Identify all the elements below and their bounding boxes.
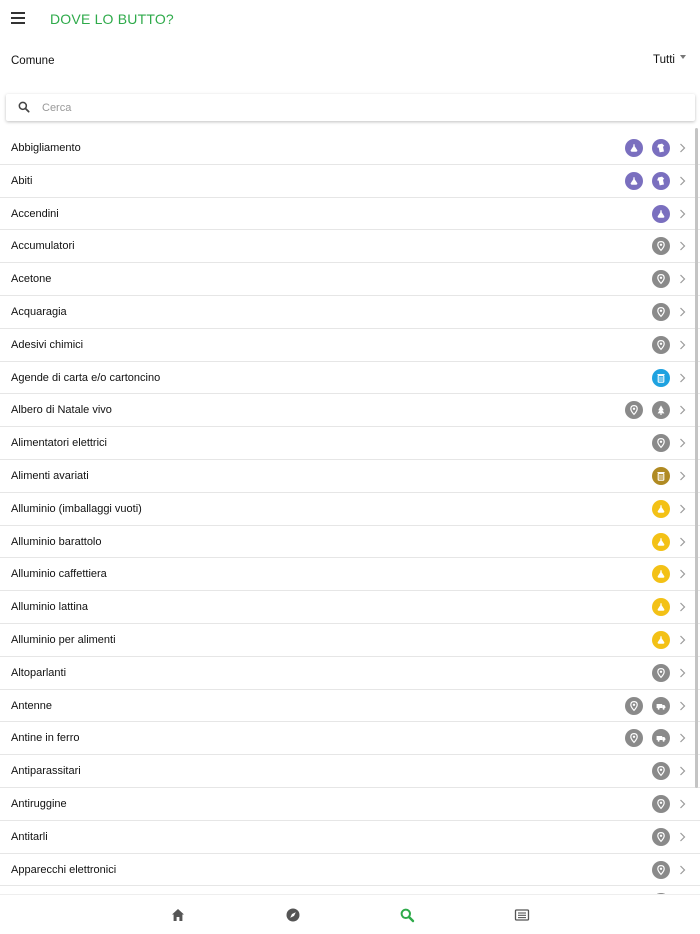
list-item-label: Altoparlanti xyxy=(11,666,67,679)
bag-icon xyxy=(625,172,643,190)
list-item[interactable] xyxy=(0,755,700,788)
list-item-label: Apparecchi elettronici xyxy=(11,863,117,876)
waste-category-icons xyxy=(652,565,670,583)
waste-category-icons xyxy=(652,598,670,616)
news-icon[interactable] xyxy=(514,907,530,923)
list-item[interactable] xyxy=(0,362,700,395)
bag-icon xyxy=(625,139,643,157)
location-pin-icon xyxy=(652,762,670,780)
app-bar xyxy=(0,0,700,40)
menu-icon[interactable] xyxy=(11,12,27,26)
list-item-label: Adesivi chimici xyxy=(11,338,84,351)
list-item-content xyxy=(11,690,700,723)
comune-dropdown[interactable] xyxy=(653,54,686,66)
chevron-right-icon xyxy=(679,405,686,415)
waste-category-icons xyxy=(625,139,670,157)
list-item-label: Accendini xyxy=(11,207,59,220)
list-item[interactable] xyxy=(0,394,700,427)
list-item-content xyxy=(11,198,700,231)
waste-category-icons xyxy=(652,762,670,780)
chevron-right-icon xyxy=(679,143,686,153)
list-item-label: Antiparassitari xyxy=(11,765,81,778)
list-item[interactable] xyxy=(0,493,700,526)
chevron-right-icon xyxy=(679,733,686,743)
chevron-right-icon xyxy=(679,602,686,612)
bag-icon xyxy=(652,500,670,518)
list-item-content xyxy=(11,591,700,624)
dropdown-caret-icon xyxy=(680,55,686,59)
waste-category-icons xyxy=(625,172,670,190)
list-item-label: Alluminio (imballaggi vuoti) xyxy=(11,502,142,515)
list-item-content xyxy=(11,657,700,690)
bag-icon xyxy=(652,631,670,649)
comune-filter-row xyxy=(0,46,700,78)
chevron-right-icon xyxy=(679,176,686,186)
waste-category-icons xyxy=(652,533,670,551)
waste-category-icons xyxy=(652,664,670,682)
truck-icon xyxy=(652,697,670,715)
list-item[interactable] xyxy=(0,821,700,854)
list-item-content xyxy=(11,230,700,263)
list-item-content xyxy=(11,526,700,559)
list-item[interactable] xyxy=(0,690,700,723)
location-pin-icon xyxy=(625,697,643,715)
waste-category-icons xyxy=(652,631,670,649)
location-pin-icon xyxy=(652,237,670,255)
waste-category-icons xyxy=(625,729,670,747)
comune-label: Comune xyxy=(11,55,55,67)
location-pin-icon xyxy=(652,336,670,354)
chevron-right-icon xyxy=(679,209,686,219)
waste-category-icons xyxy=(652,795,670,813)
list-item-label: Accumulatori xyxy=(11,240,75,253)
list-item-label: Abbigliamento xyxy=(11,142,81,154)
list-item-content xyxy=(11,296,700,329)
chevron-right-icon xyxy=(679,373,686,383)
list-item[interactable] xyxy=(0,427,700,460)
truck-icon xyxy=(652,729,670,747)
search-input[interactable] xyxy=(42,98,682,118)
list-item-content xyxy=(11,132,700,165)
list-item-label: Alluminio barattolo xyxy=(11,535,102,548)
chevron-right-icon xyxy=(679,504,686,514)
waste-category-icons xyxy=(652,861,670,879)
list-item-label: Alluminio caffettiera xyxy=(11,568,107,581)
location-pin-icon xyxy=(652,434,670,452)
compass-icon[interactable] xyxy=(285,907,301,923)
chevron-right-icon xyxy=(679,766,686,776)
list-item[interactable] xyxy=(0,591,700,624)
location-pin-icon xyxy=(625,401,643,419)
list-item-label: Alimenti avariati xyxy=(11,469,89,482)
list-item-label: Alluminio lattina xyxy=(11,601,89,614)
list-item[interactable] xyxy=(0,624,700,657)
waste-category-icons xyxy=(625,401,670,419)
app-title: DOVE LO BUTTO? xyxy=(50,11,174,27)
list-item-label: Alluminio per alimenti xyxy=(11,633,116,646)
list-item[interactable] xyxy=(0,657,700,690)
location-pin-icon xyxy=(652,303,670,321)
chevron-right-icon xyxy=(679,832,686,842)
location-pin-icon xyxy=(652,828,670,846)
list-item-content xyxy=(11,362,700,395)
list-item-content xyxy=(11,394,700,427)
list-item[interactable] xyxy=(0,132,700,165)
list-item-content xyxy=(11,821,700,854)
list-item[interactable] xyxy=(0,198,700,231)
waste-category-icons xyxy=(652,369,670,387)
waste-category-icons xyxy=(625,697,670,715)
chevron-right-icon xyxy=(679,701,686,711)
location-pin-icon xyxy=(652,270,670,288)
waste-category-icons xyxy=(652,434,670,452)
list-item-content xyxy=(11,558,700,591)
waste-item-list xyxy=(0,132,700,894)
list-item-content xyxy=(11,165,700,198)
waste-category-icons xyxy=(652,303,670,321)
list-item-label: Antine in ferro xyxy=(11,732,80,745)
chevron-right-icon xyxy=(679,471,686,481)
list-item-label: Abiti xyxy=(11,174,33,187)
list-item[interactable] xyxy=(0,460,700,493)
trash-bin-icon xyxy=(652,369,670,387)
comune-selected-value: Tutti xyxy=(653,54,675,66)
list-item[interactable] xyxy=(0,263,700,296)
clothes-icon xyxy=(652,139,670,157)
list-item[interactable] xyxy=(0,230,700,263)
list-item-content xyxy=(11,788,700,821)
search-icon xyxy=(17,100,31,114)
chevron-right-icon xyxy=(679,438,686,448)
location-pin-icon xyxy=(625,729,643,747)
chevron-right-icon xyxy=(679,241,686,251)
waste-category-icons xyxy=(652,205,670,223)
list-item-content xyxy=(11,427,700,460)
waste-category-icons xyxy=(652,828,670,846)
list-item[interactable] xyxy=(0,854,700,887)
list-item-content xyxy=(11,854,700,887)
list-item[interactable] xyxy=(0,329,700,362)
search-icon[interactable] xyxy=(399,907,415,923)
home-icon[interactable] xyxy=(170,907,186,923)
bag-icon xyxy=(652,205,670,223)
chevron-right-icon xyxy=(679,307,686,317)
chevron-right-icon xyxy=(679,668,686,678)
waste-category-icons xyxy=(652,336,670,354)
chevron-right-icon xyxy=(679,635,686,645)
list-item[interactable] xyxy=(0,296,700,329)
list-item[interactable] xyxy=(0,788,700,821)
list-item-label: Antenne xyxy=(11,699,52,712)
scrollbar[interactable] xyxy=(695,128,698,788)
bag-icon xyxy=(652,598,670,616)
trash-bin-icon xyxy=(652,467,670,485)
location-pin-icon xyxy=(652,795,670,813)
list-item[interactable] xyxy=(0,722,700,755)
location-pin-icon xyxy=(652,664,670,682)
list-item-label: Antitarli xyxy=(11,830,48,843)
list-item-content xyxy=(11,329,700,362)
chevron-right-icon xyxy=(679,340,686,350)
waste-category-icons xyxy=(652,270,670,288)
waste-category-icons xyxy=(652,500,670,518)
list-item-content xyxy=(11,460,700,493)
location-pin-icon xyxy=(652,861,670,879)
list-item[interactable] xyxy=(0,526,700,559)
list-item[interactable] xyxy=(0,886,700,894)
list-item-label: Alimentatori elettrici xyxy=(11,437,107,450)
bag-icon xyxy=(652,533,670,551)
list-item-label: Acquaragia xyxy=(11,305,67,318)
list-item[interactable] xyxy=(0,165,700,198)
list-item-label: Agende di carta e/o cartoncino xyxy=(11,371,161,384)
waste-category-icons xyxy=(652,467,670,485)
list-item-label: Albero di Natale vivo xyxy=(11,404,112,417)
chevron-right-icon xyxy=(679,865,686,875)
bottom-navigation xyxy=(0,894,700,934)
clothes-icon xyxy=(652,172,670,190)
list-item[interactable] xyxy=(0,558,700,591)
list-item-content xyxy=(11,722,700,755)
chevron-right-icon xyxy=(679,569,686,579)
list-item-content xyxy=(11,755,700,788)
chevron-right-icon xyxy=(679,537,686,547)
tree-icon xyxy=(652,401,670,419)
list-item-content xyxy=(11,493,700,526)
waste-category-icons xyxy=(652,237,670,255)
bag-icon xyxy=(652,565,670,583)
list-item-content xyxy=(11,263,700,296)
chevron-right-icon xyxy=(679,274,686,284)
search-bar xyxy=(6,94,695,121)
list-item-label: Antiruggine xyxy=(11,797,67,810)
list-item-label: Acetone xyxy=(11,273,52,286)
list-item-content xyxy=(11,886,700,894)
list-item-content xyxy=(11,624,700,657)
chevron-right-icon xyxy=(679,799,686,809)
